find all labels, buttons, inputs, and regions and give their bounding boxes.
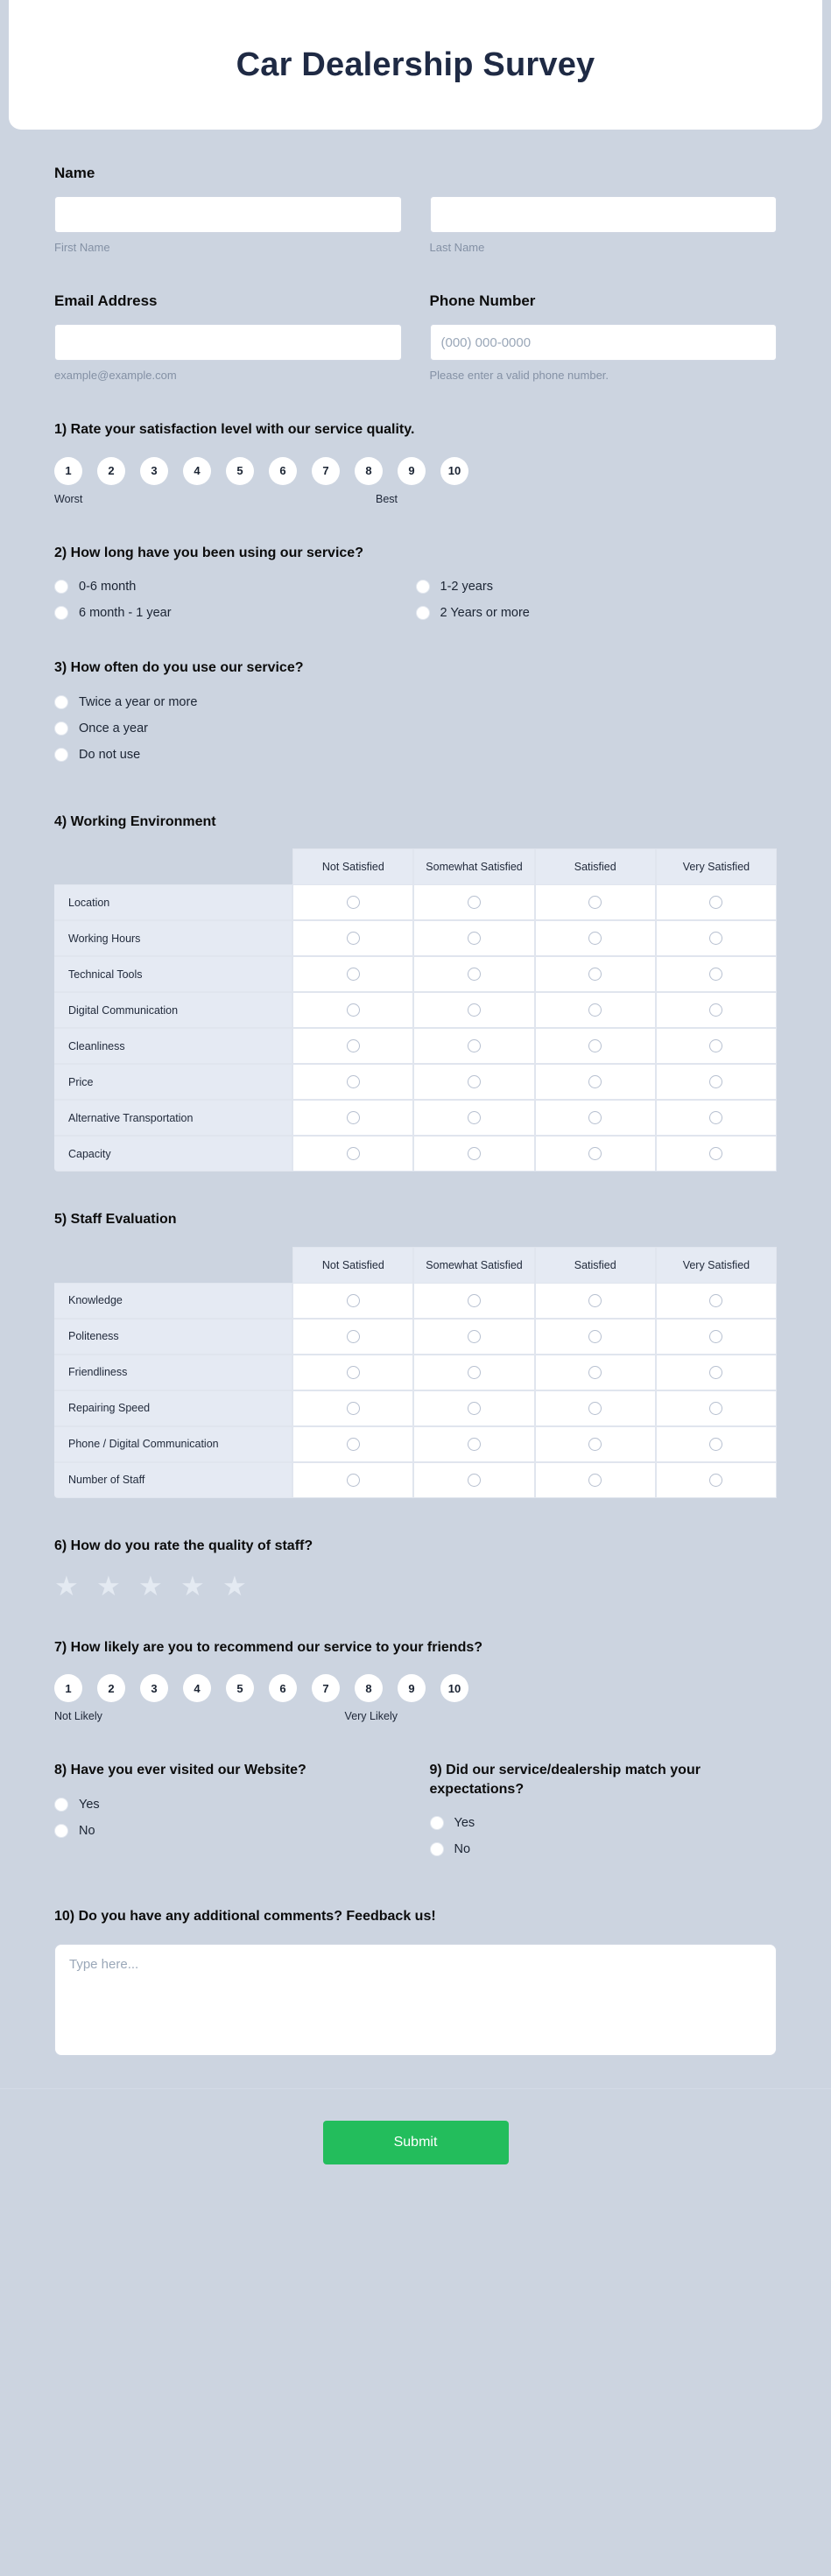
matrix-cell[interactable] <box>535 1390 656 1426</box>
question-1-scale <box>54 457 777 485</box>
first-name-input[interactable] <box>54 196 402 233</box>
matrix-cell[interactable] <box>535 1462 656 1498</box>
radio-circle-icon[interactable] <box>468 1402 481 1415</box>
question-6-star-rating <box>54 1570 777 1601</box>
matrix-column-header: Somewhat Satisfied <box>413 848 534 884</box>
question-9 <box>430 1761 778 1869</box>
radio-circle-icon[interactable] <box>709 1003 722 1017</box>
question-7-title: 7) How likely are you to recommend our service to your friends? <box>54 1639 483 1655</box>
radio-circle-icon <box>54 1824 68 1838</box>
matrix-row-label: Friendliness <box>54 1355 292 1390</box>
matrix-cell[interactable] <box>656 1064 777 1100</box>
radio-circle-icon[interactable] <box>709 896 722 909</box>
matrix-cell[interactable] <box>656 1136 777 1172</box>
question-2 <box>54 544 777 633</box>
question-3 <box>54 658 777 762</box>
matrix-cell[interactable] <box>535 992 656 1028</box>
question-7-scale-option-2[interactable]: 2 <box>97 1674 125 1702</box>
page-title: Car Dealership Survey <box>236 46 595 83</box>
radio-label: Yes <box>454 1816 475 1831</box>
question-1-scale-option-8[interactable]: 8 <box>355 457 383 485</box>
matrix-cell[interactable] <box>656 1028 777 1064</box>
radio-circle-icon[interactable] <box>588 1147 602 1160</box>
matrix-cell[interactable] <box>656 1462 777 1498</box>
matrix-row-label: Technical Tools <box>54 956 292 992</box>
matrix-cell[interactable] <box>413 992 534 1028</box>
radio-circle-icon[interactable] <box>468 968 481 981</box>
radio-circle-icon[interactable] <box>588 1330 602 1343</box>
form-header <box>9 0 822 130</box>
question-2-radio-2-years-or-more[interactable] <box>416 606 778 620</box>
last-name-group <box>430 196 778 254</box>
radio-circle-icon <box>416 580 430 594</box>
radio-circle-icon[interactable] <box>347 1147 360 1160</box>
matrix-column-header: Not Satisfied <box>292 848 413 884</box>
matrix-cell[interactable] <box>535 1100 656 1136</box>
matrix-row-label: Politeness <box>54 1319 292 1355</box>
last-name-sublabel: Last Name <box>429 241 485 254</box>
matrix-cell[interactable] <box>292 1462 413 1498</box>
matrix-row-label: Number of Staff <box>54 1462 292 1498</box>
radio-circle-icon[interactable] <box>347 1294 360 1307</box>
radio-label: Do not use <box>79 747 141 762</box>
radio-circle-icon[interactable] <box>709 1438 722 1451</box>
matrix-cell[interactable] <box>535 884 656 920</box>
radio-circle-icon[interactable] <box>347 1366 360 1379</box>
matrix-cell[interactable] <box>292 1064 413 1100</box>
question-7-scale-option-3[interactable]: 3 <box>140 1674 168 1702</box>
matrix-cell[interactable] <box>413 1028 534 1064</box>
matrix-cell[interactable] <box>413 956 534 992</box>
matrix-row <box>54 920 777 956</box>
matrix-cell[interactable] <box>292 1100 413 1136</box>
matrix-corner-cell <box>54 1247 292 1283</box>
matrix-row <box>54 1426 777 1462</box>
radio-circle-icon <box>416 606 430 620</box>
matrix-row-label: Price <box>54 1064 292 1100</box>
radio-circle-icon[interactable] <box>588 1366 602 1379</box>
matrix-cell[interactable] <box>656 1319 777 1355</box>
matrix-row-label: Repairing Speed <box>54 1390 292 1426</box>
matrix-cell[interactable] <box>656 884 777 920</box>
matrix-cell[interactable] <box>656 1283 777 1319</box>
matrix-cell[interactable] <box>656 1355 777 1390</box>
radio-circle-icon[interactable] <box>588 896 602 909</box>
matrix-cell[interactable] <box>292 992 413 1028</box>
radio-circle-icon[interactable] <box>347 932 360 945</box>
question-7-left-label: Not Likely <box>54 1710 102 1723</box>
radio-circle-icon[interactable] <box>347 1438 360 1451</box>
form-footer <box>0 2088 831 2199</box>
radio-circle-icon[interactable] <box>468 1366 481 1379</box>
radio-circle-icon <box>54 748 68 762</box>
radio-label: Twice a year or more <box>79 694 198 709</box>
radio-label: 2 Years or more <box>440 606 530 621</box>
question-3-title: 3) How often do you use our service? <box>54 660 304 676</box>
matrix-cell[interactable] <box>292 884 413 920</box>
radio-circle-icon[interactable] <box>468 1330 481 1343</box>
matrix-cell[interactable] <box>413 920 534 956</box>
matrix-column-header: Somewhat Satisfied <box>413 1247 534 1283</box>
radio-label: No <box>454 1842 471 1857</box>
matrix-cell[interactable] <box>413 1462 534 1498</box>
name-label: Name <box>54 165 95 181</box>
matrix-cell[interactable] <box>535 1028 656 1064</box>
matrix-cell[interactable] <box>292 1283 413 1319</box>
comments-textarea[interactable] <box>54 1944 777 2056</box>
question-9-radio-no[interactable] <box>430 1842 778 1856</box>
matrix-row-label: Alternative Transportation <box>54 1100 292 1136</box>
radio-circle-icon[interactable] <box>468 896 481 909</box>
question-1-left-label: Worst <box>54 492 83 505</box>
matrix-cell[interactable] <box>656 1390 777 1426</box>
radio-circle-icon[interactable] <box>347 1402 360 1415</box>
radio-label: 1-2 years <box>440 580 493 595</box>
email-input[interactable] <box>54 324 402 361</box>
matrix-cell[interactable] <box>413 1283 534 1319</box>
matrix-cell[interactable] <box>535 920 656 956</box>
question-9-radio-yes[interactable] <box>430 1816 778 1830</box>
radio-circle-icon[interactable] <box>468 1039 481 1052</box>
question-9-title: 9) Did our service/dealership match your expectations? <box>429 1763 701 1797</box>
radio-circle-icon <box>54 695 68 709</box>
matrix-column-header: Not Satisfied <box>292 1247 413 1283</box>
matrix-row <box>54 1355 777 1390</box>
question-7-scale-option-4[interactable]: 4 <box>183 1674 211 1702</box>
question-5-matrix <box>54 1247 777 1498</box>
question-8-radio-no[interactable] <box>54 1824 402 1838</box>
radio-circle-icon[interactable] <box>588 968 602 981</box>
matrix-cell[interactable] <box>535 956 656 992</box>
matrix-cell[interactable] <box>656 956 777 992</box>
matrix-column-header: Very Satisfied <box>656 848 777 884</box>
radio-circle-icon[interactable] <box>709 932 722 945</box>
matrix-cell[interactable] <box>535 1064 656 1100</box>
first-name-sublabel: First Name <box>54 241 110 254</box>
matrix-cell[interactable] <box>292 1028 413 1064</box>
phone-sublabel: Please enter a valid phone number. <box>429 369 609 382</box>
matrix-row <box>54 1283 777 1319</box>
radio-circle-icon <box>54 606 68 620</box>
question-9-options <box>430 1816 778 1856</box>
matrix-row <box>54 1462 777 1498</box>
matrix-cell[interactable] <box>292 1319 413 1355</box>
matrix-row-label: Working Hours <box>54 920 292 956</box>
question-7-scale-option-8[interactable]: 8 <box>355 1674 383 1702</box>
email-group <box>54 292 402 382</box>
matrix-cell[interactable] <box>292 1136 413 1172</box>
question-4-matrix <box>54 848 777 1172</box>
question-3-options <box>54 695 777 762</box>
matrix-cell[interactable] <box>413 1064 534 1100</box>
submit-button[interactable]: Submit <box>323 2121 509 2164</box>
matrix-cell[interactable] <box>413 884 534 920</box>
question-5 <box>54 1210 777 1498</box>
question-1-scale-option-3[interactable]: 3 <box>140 457 168 485</box>
radio-label: Once a year <box>79 721 148 735</box>
question-1-scale-option-1[interactable]: 1 <box>54 457 82 485</box>
matrix-column-header: Very Satisfied <box>656 1247 777 1283</box>
matrix-row <box>54 1390 777 1426</box>
question-6-title: 6) How do you rate the quality of staff? <box>54 1538 313 1553</box>
question-1-scale-option-6[interactable]: 6 <box>269 457 297 485</box>
radio-circle-icon[interactable] <box>709 1111 722 1124</box>
matrix-row <box>54 1136 777 1172</box>
question-1-scale-option-5[interactable]: 5 <box>226 457 254 485</box>
question-7-scale-option-6[interactable]: 6 <box>269 1674 297 1702</box>
question-7-scale-endpoints <box>54 1710 398 1722</box>
star-icon-3[interactable]: ★ <box>138 1570 163 1601</box>
question-8 <box>54 1761 402 1869</box>
question-1-scale-option-4[interactable]: 4 <box>183 457 211 485</box>
matrix-cell[interactable] <box>535 1426 656 1462</box>
question-8-options <box>54 1798 402 1838</box>
question-5-title: 5) Staff Evaluation <box>54 1212 177 1228</box>
phone-label: Phone Number <box>429 292 536 309</box>
matrix-row <box>54 1100 777 1136</box>
matrix-cell[interactable] <box>292 1390 413 1426</box>
question-2-options-left <box>54 580 416 632</box>
star-icon-4[interactable]: ★ <box>180 1570 205 1601</box>
radio-circle-icon[interactable] <box>468 1294 481 1307</box>
radio-circle-icon[interactable] <box>347 1111 360 1124</box>
name-field-group <box>54 165 777 254</box>
radio-label: 6 month - 1 year <box>79 606 172 621</box>
radio-circle-icon[interactable] <box>588 1039 602 1052</box>
question-10 <box>54 1907 777 2060</box>
star-icon-5[interactable]: ★ <box>222 1570 247 1601</box>
matrix-cell[interactable] <box>656 1100 777 1136</box>
question-1-scale-option-7[interactable]: 7 <box>312 457 340 485</box>
radio-circle-icon[interactable] <box>588 1294 602 1307</box>
matrix-cell[interactable] <box>413 1390 534 1426</box>
email-sublabel: example@example.com <box>54 369 177 382</box>
radio-circle-icon[interactable] <box>468 932 481 945</box>
question-1-right-label: Best <box>375 492 398 505</box>
radio-circle-icon[interactable] <box>588 932 602 945</box>
question-2-radio-1-2-years[interactable] <box>416 580 778 594</box>
question-7-right-label: Very Likely <box>344 1710 398 1723</box>
radio-circle-icon[interactable] <box>468 1438 481 1451</box>
matrix-cell[interactable] <box>292 1426 413 1462</box>
matrix-row-label: Capacity <box>54 1136 292 1172</box>
matrix-cell[interactable] <box>413 1355 534 1390</box>
question-8-radio-yes[interactable] <box>54 1798 402 1812</box>
question-1-scale-option-9[interactable]: 9 <box>398 457 426 485</box>
matrix-row <box>54 884 777 920</box>
radio-circle-icon[interactable] <box>709 1075 722 1088</box>
survey-form <box>0 130 831 2060</box>
radio-circle-icon[interactable] <box>468 1147 481 1160</box>
question-1-title: 1) Rate your satisfaction level with our service quality. <box>54 422 415 437</box>
question-6 <box>54 1537 777 1600</box>
radio-label: 0-6 month <box>79 580 137 595</box>
matrix-cell[interactable] <box>292 956 413 992</box>
question-2-radio-0-6-month[interactable] <box>54 580 416 594</box>
question-2-radio-6-month-1-year[interactable] <box>54 606 416 620</box>
matrix-row-label: Location <box>54 884 292 920</box>
matrix-cell[interactable] <box>535 1136 656 1172</box>
radio-circle-icon[interactable] <box>709 1147 722 1160</box>
radio-circle-icon[interactable] <box>588 1438 602 1451</box>
radio-circle-icon[interactable] <box>347 1039 360 1052</box>
matrix-row-label: Knowledge <box>54 1283 292 1319</box>
radio-circle-icon[interactable] <box>709 968 722 981</box>
radio-circle-icon[interactable] <box>468 1111 481 1124</box>
matrix-cell[interactable] <box>656 992 777 1028</box>
question-7-scale-option-10[interactable]: 10 <box>440 1674 468 1702</box>
matrix-row-label: Phone / Digital Communication <box>54 1426 292 1462</box>
radio-circle-icon[interactable] <box>588 1003 602 1017</box>
question-8-title: 8) Have you ever visited our Website? <box>54 1763 306 1778</box>
question-7-scale-option-1[interactable]: 1 <box>54 1674 82 1702</box>
question-1 <box>54 420 777 505</box>
email-label: Email Address <box>54 292 158 309</box>
question-3-radio-twice-a-year-or-more[interactable] <box>54 695 777 709</box>
matrix-row <box>54 1064 777 1100</box>
question-7-scale <box>54 1674 777 1702</box>
matrix-row-label: Cleanliness <box>54 1028 292 1064</box>
matrix-cell[interactable] <box>292 920 413 956</box>
radio-circle-icon[interactable] <box>347 896 360 909</box>
radio-circle-icon[interactable] <box>347 968 360 981</box>
radio-circle-icon <box>54 1798 68 1812</box>
question-7-scale-option-7[interactable]: 7 <box>312 1674 340 1702</box>
question-10-title: 10) Do you have any additional comments? Feedback us! <box>54 1909 436 1925</box>
question-7 <box>54 1638 777 1723</box>
question-8-9-row <box>54 1761 777 1869</box>
radio-circle-icon[interactable] <box>709 1330 722 1343</box>
matrix-cell[interactable] <box>413 1100 534 1136</box>
radio-circle-icon[interactable] <box>709 1474 722 1487</box>
radio-circle-icon <box>430 1816 444 1830</box>
radio-circle-icon[interactable] <box>347 1330 360 1343</box>
radio-circle-icon[interactable] <box>709 1039 722 1052</box>
question-7-scale-option-9[interactable]: 9 <box>398 1674 426 1702</box>
radio-circle-icon[interactable] <box>468 1474 481 1487</box>
question-3-radio-once-a-year[interactable] <box>54 721 777 735</box>
radio-circle-icon <box>54 580 68 594</box>
matrix-row-label: Digital Communication <box>54 992 292 1028</box>
radio-circle-icon <box>430 1842 444 1856</box>
radio-circle-icon[interactable] <box>468 1075 481 1088</box>
matrix-row <box>54 956 777 992</box>
matrix-cell[interactable] <box>656 920 777 956</box>
radio-circle-icon[interactable] <box>347 1075 360 1088</box>
question-7-scale-option-5[interactable]: 5 <box>226 1674 254 1702</box>
matrix-cell[interactable] <box>292 1355 413 1390</box>
radio-circle-icon[interactable] <box>709 1366 722 1379</box>
question-1-scale-option-2[interactable]: 2 <box>97 457 125 485</box>
question-2-title: 2) How long have you been using our service? <box>54 545 363 560</box>
radio-circle-icon[interactable] <box>588 1474 602 1487</box>
star-icon-2[interactable]: ★ <box>96 1570 121 1601</box>
matrix-row <box>54 1319 777 1355</box>
question-4 <box>54 813 777 1172</box>
matrix-column-header: Satisfied <box>535 1247 656 1283</box>
matrix-cell[interactable] <box>535 1283 656 1319</box>
matrix-cell[interactable] <box>535 1355 656 1390</box>
matrix-row <box>54 1028 777 1064</box>
matrix-column-header: Satisfied <box>535 848 656 884</box>
star-icon-1[interactable]: ★ <box>54 1570 79 1601</box>
radio-circle-icon[interactable] <box>347 1474 360 1487</box>
matrix-cell[interactable] <box>656 1426 777 1462</box>
first-name-group <box>54 196 402 254</box>
radio-circle-icon[interactable] <box>709 1402 722 1415</box>
last-name-input[interactable] <box>430 196 778 233</box>
phone-input[interactable] <box>430 324 778 361</box>
question-2-options-right <box>416 580 778 632</box>
radio-circle-icon <box>54 721 68 735</box>
matrix-cell[interactable] <box>413 1136 534 1172</box>
radio-label: No <box>79 1823 95 1838</box>
radio-circle-icon[interactable] <box>588 1111 602 1124</box>
radio-circle-icon[interactable] <box>468 1003 481 1017</box>
question-4-title: 4) Working Environment <box>54 813 216 829</box>
radio-circle-icon[interactable] <box>588 1402 602 1415</box>
matrix-cell[interactable] <box>535 1319 656 1355</box>
question-1-scale-option-10[interactable]: 10 <box>440 457 468 485</box>
question-1-scale-endpoints <box>54 493 398 505</box>
question-3-radio-do-not-use[interactable] <box>54 748 777 762</box>
contact-field-group <box>54 292 777 382</box>
radio-circle-icon[interactable] <box>709 1294 722 1307</box>
matrix-corner-cell <box>54 848 292 884</box>
matrix-cell[interactable] <box>413 1319 534 1355</box>
matrix-row <box>54 992 777 1028</box>
radio-circle-icon[interactable] <box>588 1075 602 1088</box>
radio-label: Yes <box>79 1797 100 1812</box>
matrix-cell[interactable] <box>413 1426 534 1462</box>
radio-circle-icon[interactable] <box>347 1003 360 1017</box>
phone-group <box>430 292 778 382</box>
